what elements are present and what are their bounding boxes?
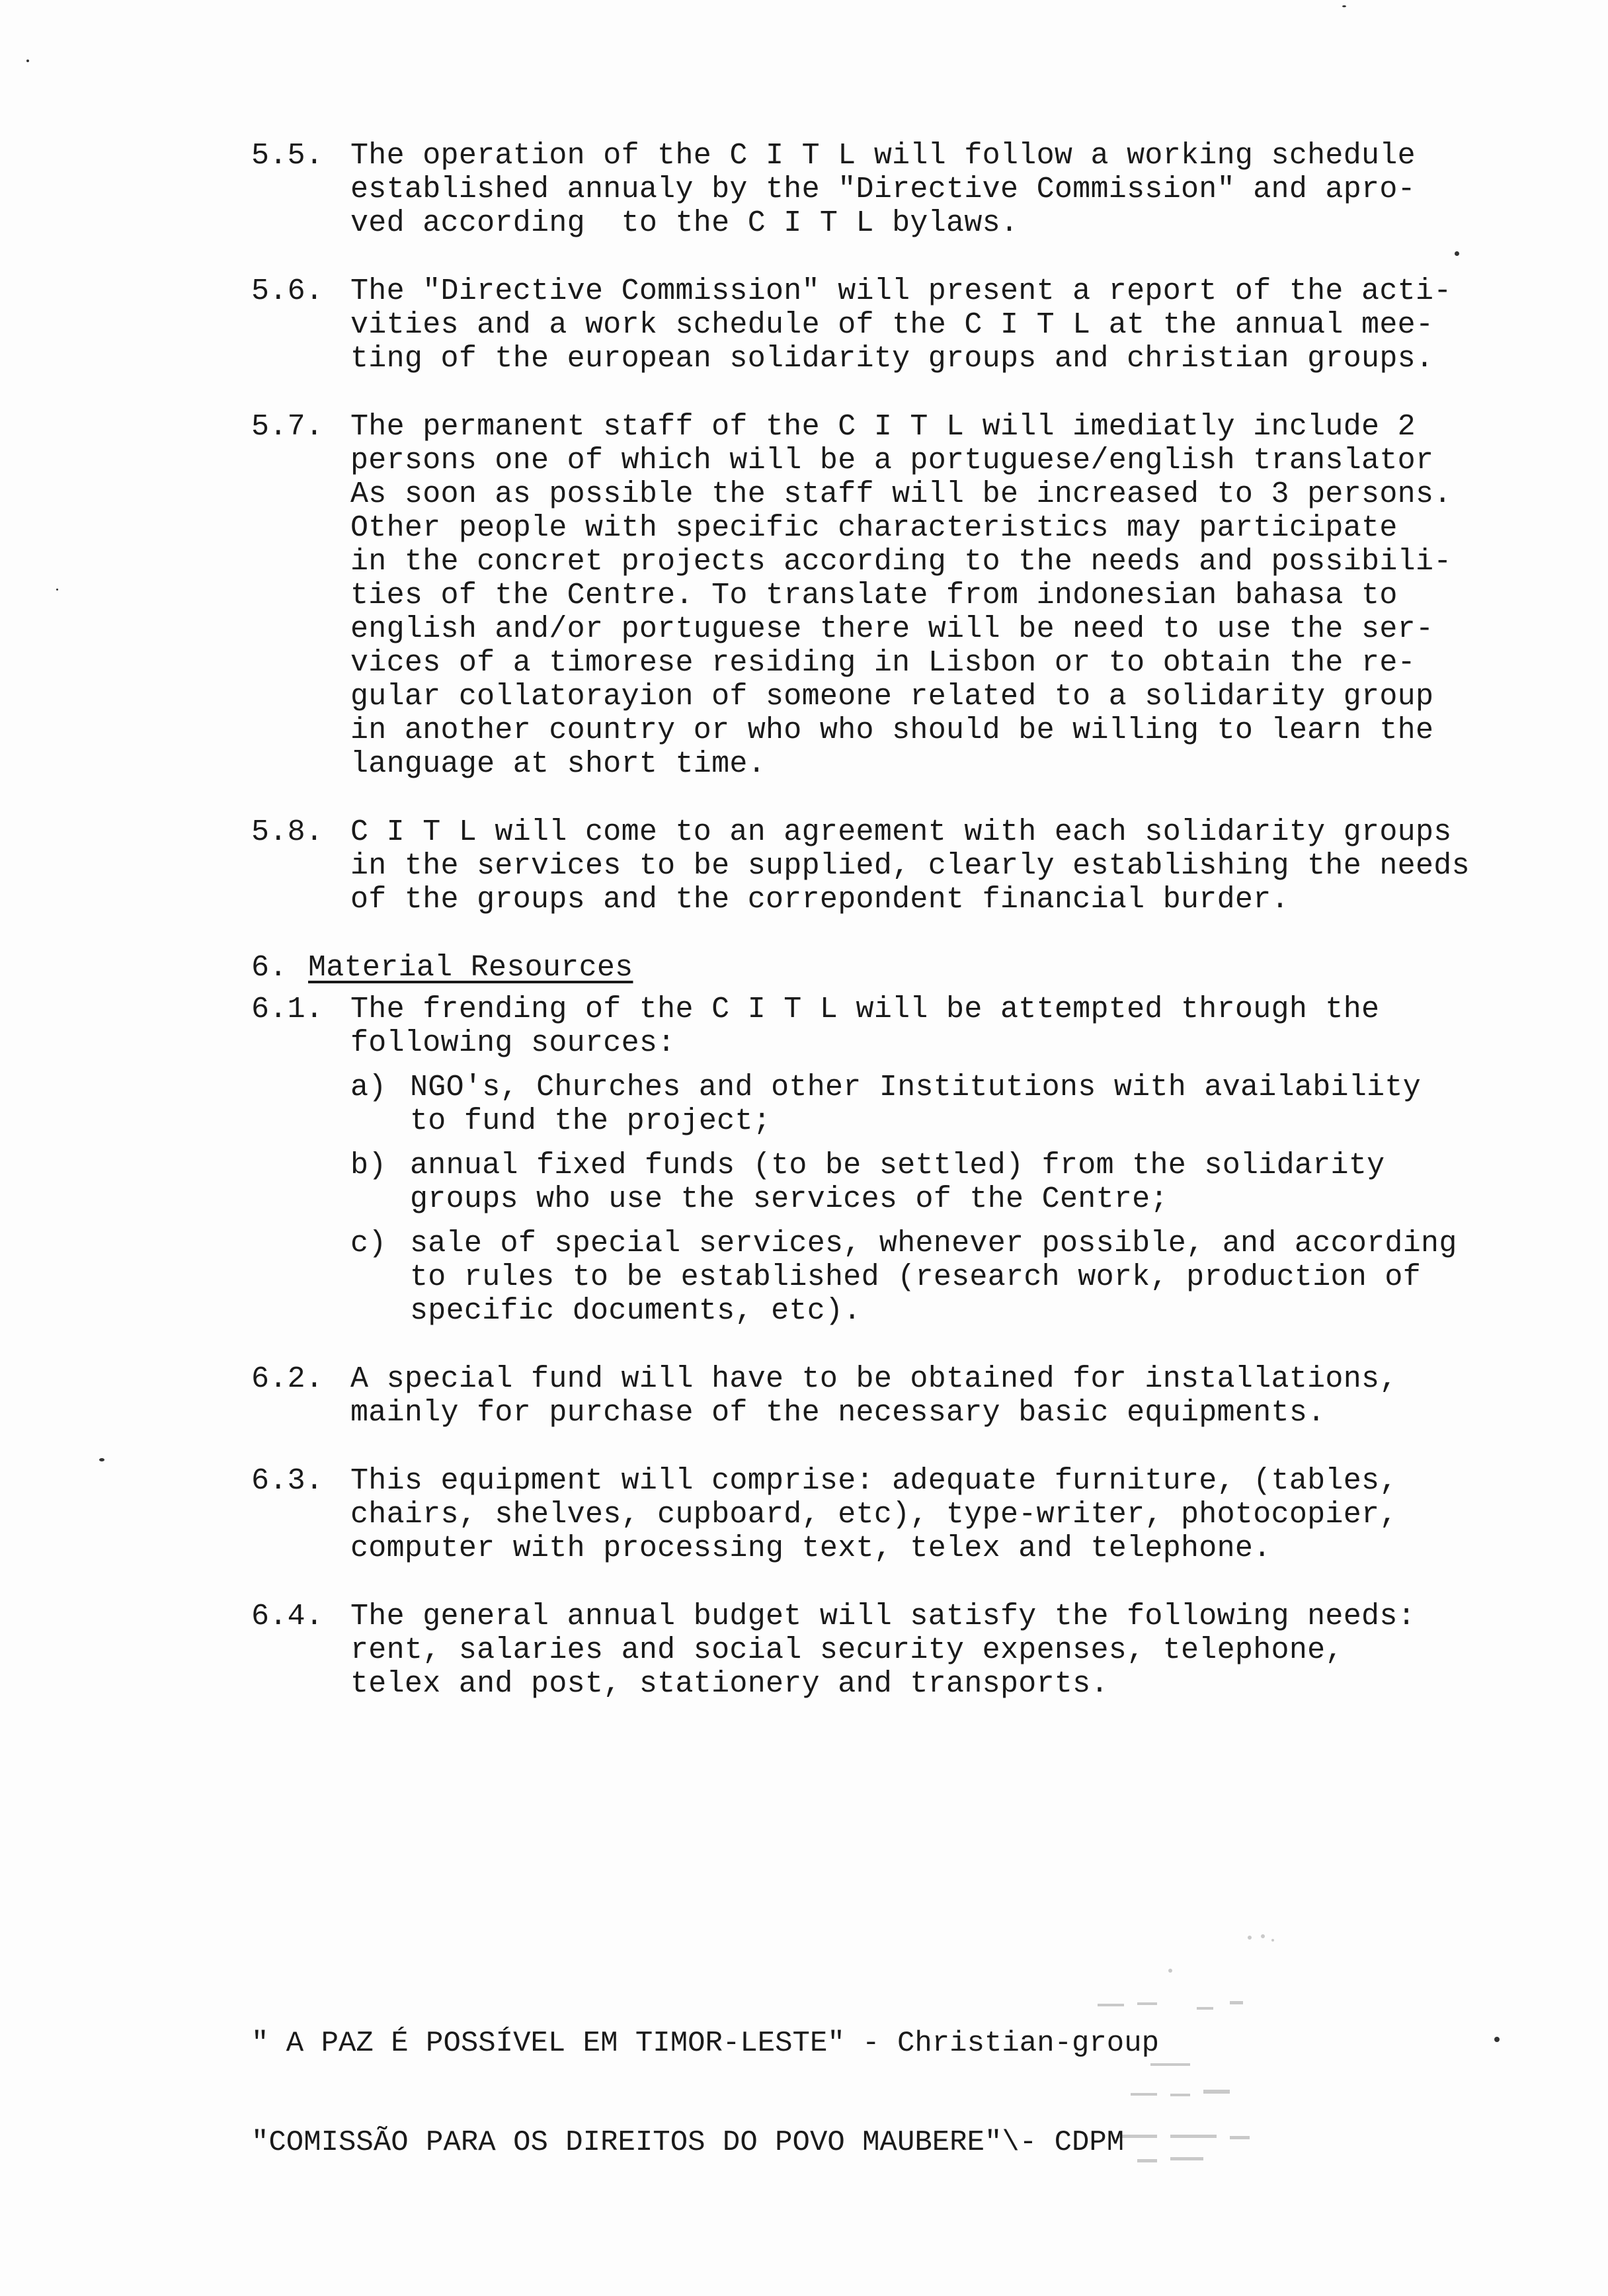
document-footer <box>251 1961 1159 2225</box>
section-body <box>350 993 1574 1328</box>
section-number: 6.2. <box>251 1362 324 1396</box>
section-5-7 <box>251 410 1574 781</box>
list-item-text: sale of special services, whenever possible, and according to rules to be established (research work, production of specific documents, etc). <box>410 1227 1457 1328</box>
section-number: 5.6. <box>251 274 324 308</box>
section-6-1 <box>251 993 1574 1328</box>
footer-line: " A PAZ É POSSÍVEL EM TIMOR-LESTE" - Christian-group <box>251 2027 1160 2060</box>
section-6-2 <box>251 1362 1574 1430</box>
section-text: The frending of the C I T L will be attempted through the following sources: <box>350 993 1380 1060</box>
section-text: The permanent staff of the C I T L will imediatly include 2 persons one of which will be a portuguese/english translator As soon as possible the staff will be increased to 3 persons. Other people with specific characteristics may participate in the concret projects according to the needs and possibili- ties of the Centre. To translate from indonesian bahasa to english and/or portuguese there will be need to use the ser- vices of a timorese residing in Lisbon or to obtain the re- gular collatorayion of someone related to a solidarity group in another country or who who should be willing to learn the language at short time. <box>350 410 1452 781</box>
heading-title: Material Resources <box>308 951 633 985</box>
list-item <box>350 1149 1574 1216</box>
list-item <box>350 1227 1574 1328</box>
section-text: C I T L will come to an agreement with each solidarity groups in the services to be supplied, clearly establishing the needs of the groups and the correpondent financial burder. <box>350 815 1470 917</box>
scan-speck <box>1342 5 1346 7</box>
heading-number: 6. <box>251 951 288 985</box>
list-item-letter: a) <box>350 1071 387 1104</box>
scan-speck <box>56 589 58 591</box>
section-number: 6.3. <box>251 1464 324 1498</box>
section-number: 5.8. <box>251 815 324 849</box>
section-text: The operation of the C I T L will follow a working schedule established annualy by the "Directive Commission" and apro- ved according to the C I T L bylaws. <box>350 139 1416 240</box>
section-5-6 <box>251 274 1574 376</box>
list-item-letter: b) <box>350 1149 387 1182</box>
footer-line: "COMISSÃO PARA OS DIREITOS DO POVO MAUBERE"\- CDPM <box>251 2126 1125 2159</box>
list-item-text: annual fixed funds (to be settled) from the solidarity groups who use the services of the Centre; <box>410 1149 1385 1216</box>
list-item-letter: c) <box>350 1227 387 1260</box>
section-heading-material-resources <box>251 951 1574 985</box>
scan-speck <box>99 1458 104 1461</box>
section-text: This equipment will comprise: adequate furniture, (tables, chairs, shelves, cupboard, etc), type-writer, photocopier, computer with processing text, telex and telephone. <box>350 1464 1398 1565</box>
section-6-3 <box>251 1464 1574 1565</box>
section-number: 6.4. <box>251 1600 324 1633</box>
list-item <box>350 1071 1574 1138</box>
section-5-8 <box>251 815 1574 917</box>
section-number: 5.5. <box>251 139 324 173</box>
scan-speck <box>1494 2037 1500 2042</box>
section-text: The "Directive Commission" will present a report of the acti- vities and a work schedule of the C I T L at the annual mee- ting of the european solidarity groups and christian groups. <box>350 274 1452 376</box>
section-number: 6.1. <box>251 993 324 1026</box>
section-5-5 <box>251 139 1574 240</box>
scan-speck <box>26 60 29 62</box>
section-number: 5.7. <box>251 410 324 444</box>
section-text: A special fund will have to be obtained for installations, mainly for purchase of the necessary basic equipments. <box>350 1362 1398 1430</box>
document-body <box>251 139 1574 1735</box>
section-text: The general annual budget will satisfy the following needs: rent, salaries and social security expenses, telephone, telex and post, stationery and transports. <box>350 1600 1416 1701</box>
section-6-4 <box>251 1600 1574 1701</box>
list-item-text: NGO's, Churches and other Institutions with availability to fund the project; <box>410 1071 1422 1138</box>
